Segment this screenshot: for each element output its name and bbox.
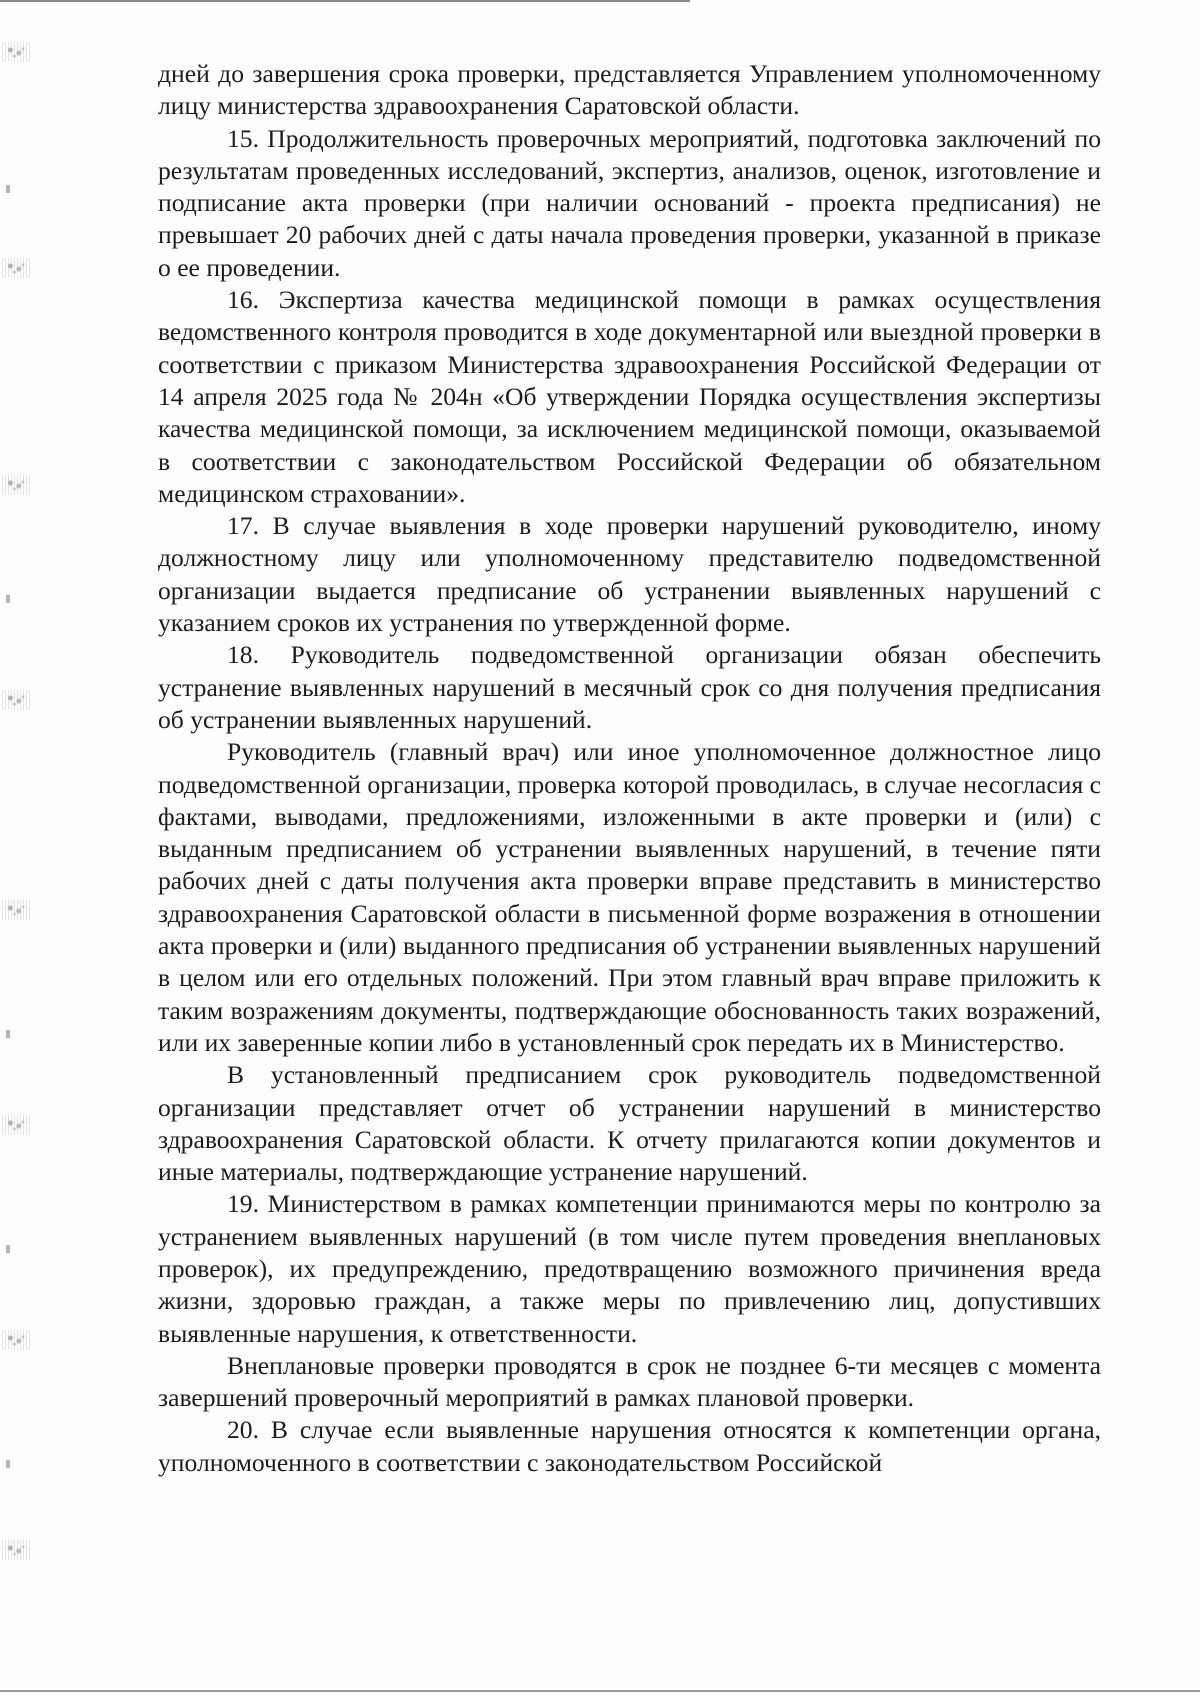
top-edge-rule (0, 0, 690, 2)
paragraph-17: 17. В случае выявления в ходе проверки нарушений руководителю, иному должностному лицу или уполномоченному представителю подведомственной организации выдается предписание об устранении выявленных нарушений с указанием сроков их устранения по утвержденной форме. (158, 511, 1101, 638)
paragraph-18-objections: Руководитель (главный врач) или иное уполномоченное должностное лицо подведомственной организации, проверка которой проводилась, в случае несогласия с фактами, выводами, предложениями, изложенными в акте проверки и (или) с выданным предписанием об устранении выявленных нарушений, в течение пяти рабочих дней с даты получения акта проверки вправе представить в министерство здравоохранения Саратовской области в письменной форме возражения в отношении акта проверки и (или) выданного предписания об устранении выявленных нарушений в целом или его отдельных положений. При этом главный врач вправе приложить к таким возражениям документы, подтверждающие обоснованность таких возражений, или их заверенные копии либо в установленный срок передать их в Министерство. (158, 737, 1101, 1057)
bottom-edge-rule (0, 1690, 1200, 1692)
scan-artifact (6, 185, 10, 193)
scan-artifact (2, 900, 30, 920)
scan-artifact (6, 1460, 10, 1468)
scan-artifact (2, 42, 30, 62)
scan-artifact (2, 258, 30, 278)
paragraph-19-unscheduled: Внеплановые проверки проводятся в срок не позднее 6-ти месяцев с момента завершений проверочный мероприятий в рамках плановой проверки. (158, 1350, 1101, 1413)
paragraph-20: 20. В случае если выявленные нарушения относятся к компетенции органа, уполномоченного в соответствии с законодательством Российской (158, 1415, 1101, 1477)
paragraph-continuation: дней до завершения срока проверки, представляется Управлением уполномоченному лицу министерства здравоохранения Саратовской области. (158, 59, 1101, 121)
document-body (158, 58, 1101, 1479)
scan-artifact (6, 1030, 10, 1038)
scan-artifact (6, 595, 10, 603)
paragraph-16: 16. Экспертиза качества медицинской помощи в рамках осуществления ведомственного контроля проводится в ходе документарной или выездной проверки в соответствии с приказом Министерства здравоохранения Российской Федерации от 14 апреля 2025 года № 204н «Об утверждении Порядка осуществления экспертизы качества медицинской помощи, за исключением медицинской помощи, оказываемой в соответствии с законодательством Российской Федерации об обязательном медицинском страховании». (158, 285, 1101, 508)
scan-artifact (2, 475, 30, 495)
scan-artifact (2, 1330, 30, 1350)
scan-artifact (2, 1540, 30, 1560)
paragraph-18: 18. Руководитель подведомственной организации обязан обеспечить устранение выявленных нарушений в месячный срок со дня получения предписания об устранении выявленных нарушений. (158, 640, 1101, 734)
paragraph-15: 15. Продолжительность проверочных мероприятий, подготовка заключений по результатам проведенных исследований, экспертиз, анализов, оценок, изготовление и подписание акта проверки (при наличии оснований - проекта предписания) не превышает 20 рабочих дней с даты начала проведения проверки, указанной в приказе о ее проведении. (158, 123, 1101, 282)
scan-artifact (2, 1115, 30, 1135)
scan-artifact (2, 690, 30, 710)
paragraph-18-report: В установленный предписанием срок руководитель подведомственной организации представляет отчет об устранении нарушений в министерство здравоохранения Саратовской области. К отчету прилагаются копии документов и иные материалы, подтверждающие устранение нарушений. (158, 1060, 1101, 1187)
paragraph-19: 19. Министерством в рамках компетенции принимаются меры по контролю за устранением выявленных нарушений (в том числе путем проведения внеплановых проверок), их предупреждению, предотвращению возможного причинения вреда жизни, здоровью граждан, а также меры по привлечению лиц, допустивших выявленные нарушения, к ответственности. (158, 1189, 1101, 1348)
scan-artifact (6, 1245, 10, 1253)
